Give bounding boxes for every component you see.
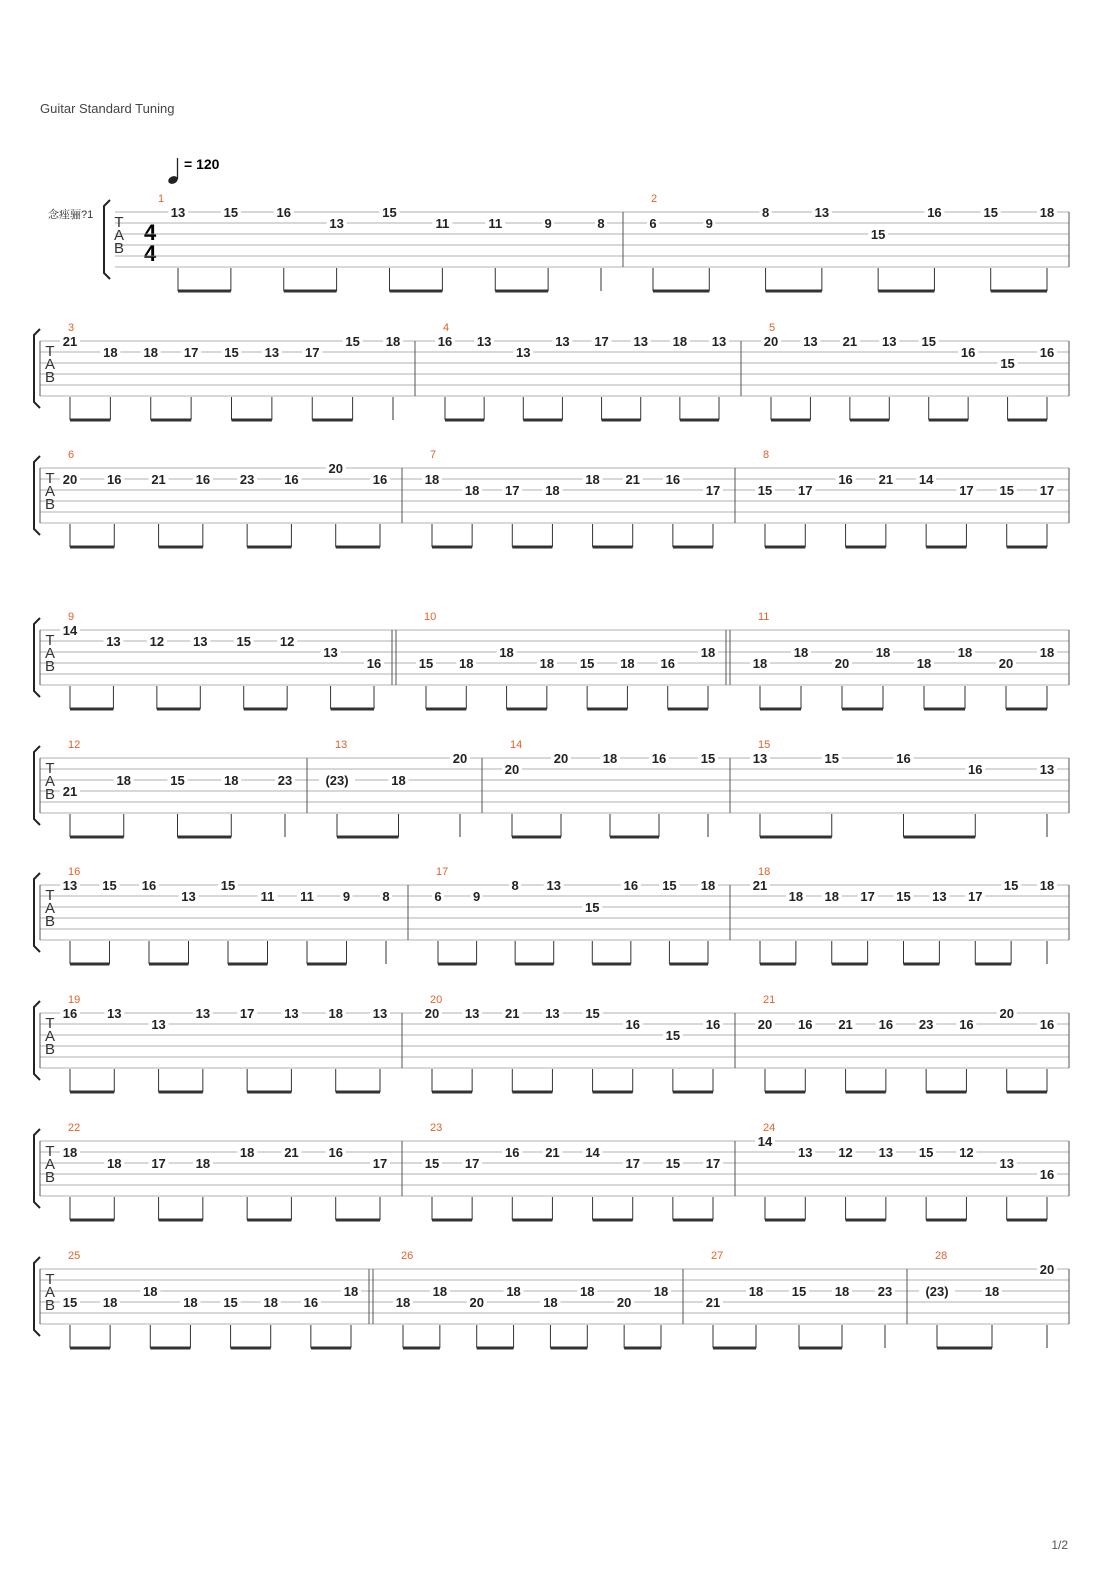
fret-number: 18 xyxy=(459,656,474,671)
tab-system xyxy=(34,1250,1069,1348)
tab-clef-letter: T xyxy=(45,760,55,777)
measure-number: 14 xyxy=(510,739,523,751)
measure-number: 15 xyxy=(758,739,771,751)
fret-number: 18 xyxy=(916,656,932,671)
fret-number: 18 xyxy=(793,645,809,660)
fret-number: 18 xyxy=(432,1284,448,1299)
measure-number: 26 xyxy=(401,1250,414,1262)
fret-number: 15 xyxy=(62,1295,78,1310)
measure-number: 28 xyxy=(935,1250,948,1262)
measure-number: 19 xyxy=(68,994,81,1006)
fret-number: 17 xyxy=(505,483,520,498)
time-sig-top: 4 xyxy=(144,220,157,245)
fret-number: 21 xyxy=(752,878,768,893)
fret-number: 13 xyxy=(372,1006,388,1021)
fret-number: 21 xyxy=(284,1145,299,1160)
time-signature xyxy=(144,220,157,266)
fret-number: 18 xyxy=(672,334,688,349)
fret-number: 13 xyxy=(151,1017,166,1032)
fret-number: 18 xyxy=(748,1284,764,1299)
fret-number: 6 xyxy=(649,216,657,231)
fret-number: 8 xyxy=(597,216,605,231)
fret-number: 16 xyxy=(195,472,211,487)
page-number: 1/2 xyxy=(1051,1538,1068,1552)
fret-number: 20 xyxy=(424,1006,440,1021)
fret-number: 20 xyxy=(616,1295,632,1310)
fret-number: 18 xyxy=(102,1295,118,1310)
tab-clef-letter: A xyxy=(44,1028,56,1045)
system-brace xyxy=(34,1001,40,1080)
fret-number: 18 xyxy=(143,1284,158,1299)
measure-number: 3 xyxy=(68,322,75,334)
fret-number: 15 xyxy=(382,205,397,220)
tab-clef-letter: T xyxy=(114,214,124,231)
measure-number: 18 xyxy=(758,866,771,878)
fret-number: 21 xyxy=(838,1017,853,1032)
fret-number: 21 xyxy=(878,472,894,487)
fret-number: 13 xyxy=(633,334,648,349)
fret-number: 17 xyxy=(1039,483,1055,498)
measure-number: 23 xyxy=(430,1122,443,1134)
tab-system xyxy=(104,193,1069,291)
fret-number: 23 xyxy=(918,1017,934,1032)
fret-number: 20 xyxy=(469,1295,484,1310)
measure-number: 27 xyxy=(711,1250,724,1262)
measure-number: 8 xyxy=(763,449,770,461)
fret-number: 11 xyxy=(300,889,314,904)
system-brace xyxy=(34,329,40,408)
tab-clef-letter: T xyxy=(45,470,55,487)
fret-number: 20 xyxy=(452,751,468,766)
fret-number: 16 xyxy=(625,1017,640,1032)
tab-clef-letter: B xyxy=(44,658,56,675)
tempo-value: = 120 xyxy=(184,156,220,172)
fret-number: 13 xyxy=(798,1145,813,1160)
fret-number: 16 xyxy=(372,472,388,487)
measure-number: 10 xyxy=(424,611,437,623)
fret-number: 18 xyxy=(620,656,635,671)
system-brace xyxy=(104,200,110,279)
fret-number: 13 xyxy=(62,878,78,893)
tab-clef-letter: B xyxy=(44,1169,56,1186)
fret-number: 13 xyxy=(752,751,768,766)
fret-number: 18 xyxy=(385,334,401,349)
fret-number: 16 xyxy=(1039,1167,1055,1182)
fret-number: 18 xyxy=(424,472,440,487)
fret-number: 17 xyxy=(860,889,875,904)
system-brace xyxy=(34,1257,40,1336)
fret-number: 15 xyxy=(236,634,251,649)
fret-number: 17 xyxy=(705,1156,721,1171)
tab-clef-letter: A xyxy=(44,1156,56,1173)
tab-clef-letter: T xyxy=(45,632,55,649)
fret-number: 8 xyxy=(382,889,390,904)
fret-number: 18 xyxy=(875,645,891,660)
fret-number: 13 xyxy=(711,334,727,349)
fret-number: 13 xyxy=(545,1006,560,1021)
tab-clef-letter: A xyxy=(44,645,56,662)
fret-number: 20 xyxy=(834,656,850,671)
fret-number: 12 xyxy=(838,1145,853,1160)
fret-number: 16 xyxy=(798,1017,813,1032)
measure-number: 13 xyxy=(335,739,348,751)
fret-number: 18 xyxy=(343,1284,359,1299)
fret-number: 15 xyxy=(579,656,595,671)
fret-number: 23 xyxy=(239,472,255,487)
measure-number: 16 xyxy=(68,866,81,878)
tab-clef-letter: T xyxy=(45,1271,55,1288)
fret-number: 9 xyxy=(342,889,351,904)
fret-number: 18 xyxy=(1039,205,1055,220)
fret-number: 15 xyxy=(665,1156,681,1171)
fret-number: 15 xyxy=(170,773,185,788)
tab-clef-letter: B xyxy=(113,240,125,257)
fret-number: 13 xyxy=(1039,762,1055,777)
measure-number: 17 xyxy=(436,866,449,878)
fret-number: 18 xyxy=(499,645,514,660)
fret-number: 13 xyxy=(323,645,338,660)
fret-number: 13 xyxy=(464,1006,480,1021)
tab-system xyxy=(34,322,1069,420)
fret-number: 13 xyxy=(170,205,186,220)
fret-number: 18 xyxy=(984,1284,1000,1299)
tab-system xyxy=(34,1122,1069,1220)
fret-number: 17 xyxy=(968,889,983,904)
fret-number: 15 xyxy=(791,1284,807,1299)
tab-clef-letter: A xyxy=(44,1284,56,1301)
tab-clef-letter: B xyxy=(44,1297,56,1314)
fret-number: 18 xyxy=(539,656,555,671)
fret-number: 18 xyxy=(752,656,768,671)
fret-number: (23) xyxy=(325,773,349,788)
fret-number: 15 xyxy=(102,878,117,893)
fret-number: 15 xyxy=(585,900,600,915)
fret-number: 17 xyxy=(594,334,609,349)
fret-number: 16 xyxy=(1039,1017,1055,1032)
tab-clef-letter: A xyxy=(44,900,56,917)
measure-number: 25 xyxy=(68,1250,81,1262)
fret-number: 8 xyxy=(761,205,770,220)
fret-number: 15 xyxy=(418,656,434,671)
fret-number: 15 xyxy=(1003,878,1019,893)
fret-number: 16 xyxy=(505,1145,520,1160)
tab-system xyxy=(34,866,1069,964)
fret-number: 15 xyxy=(585,1006,600,1021)
fret-number: 13 xyxy=(106,634,121,649)
fret-number: 12 xyxy=(149,634,165,649)
fret-number: 17 xyxy=(625,1156,640,1171)
fret-number: (23) xyxy=(925,1284,949,1299)
fret-number: 13 xyxy=(882,334,897,349)
fret-number: 17 xyxy=(239,1006,255,1021)
fret-number: 16 xyxy=(660,656,675,671)
fret-number: 15 xyxy=(424,1156,440,1171)
fret-number: 18 xyxy=(143,345,158,360)
fret-number: 16 xyxy=(896,751,911,766)
tab-clef-letter: B xyxy=(44,1041,56,1058)
fret-number: 18 xyxy=(263,1295,278,1310)
fret-number: 16 xyxy=(1039,345,1055,360)
fret-number: 15 xyxy=(870,227,886,242)
fret-number: 16 xyxy=(437,334,453,349)
fret-number: 18 xyxy=(700,878,716,893)
measure-number: 12 xyxy=(68,739,81,751)
system-brace xyxy=(34,456,40,535)
fret-number: 18 xyxy=(957,645,973,660)
fret-number: 17 xyxy=(151,1156,166,1171)
fret-number: 14 xyxy=(585,1145,600,1160)
measure-number: 2 xyxy=(651,193,658,205)
measure-number: 5 xyxy=(769,322,776,334)
fret-number: 18 xyxy=(543,1295,558,1310)
fret-number: 16 xyxy=(959,1017,974,1032)
fret-number: 20 xyxy=(504,762,520,777)
tab-system xyxy=(34,994,1069,1092)
fret-number: 15 xyxy=(824,751,839,766)
tab-clef-letter: T xyxy=(45,887,55,904)
fret-number: 16 xyxy=(328,1145,343,1160)
fret-number: 15 xyxy=(983,205,998,220)
fret-number: 20 xyxy=(553,751,569,766)
tab-clef-letter: T xyxy=(45,343,55,360)
fret-number: 16 xyxy=(838,472,853,487)
tab-clef-letter: B xyxy=(44,369,56,386)
fret-number: 18 xyxy=(391,773,406,788)
fret-number: 15 xyxy=(662,878,677,893)
fret-number: 18 xyxy=(1039,645,1055,660)
fret-number: 20 xyxy=(328,461,343,476)
fret-number: 13 xyxy=(195,1006,211,1021)
fret-number: 15 xyxy=(1000,356,1015,371)
tuning-label: Guitar Standard Tuning xyxy=(40,101,175,116)
fret-number: 18 xyxy=(395,1295,411,1310)
fret-number: 13 xyxy=(878,1145,894,1160)
fret-number: 6 xyxy=(434,889,442,904)
fret-number: 13 xyxy=(999,1156,1014,1171)
fret-number: 11 xyxy=(435,216,450,231)
fret-number: 15 xyxy=(223,205,239,220)
system-brace xyxy=(34,618,40,697)
fret-number: 18 xyxy=(580,1284,595,1299)
fret-number: 15 xyxy=(700,751,716,766)
fret-number: 21 xyxy=(62,784,78,799)
fret-number: 18 xyxy=(224,773,239,788)
fret-number: 13 xyxy=(555,334,570,349)
fret-number: 18 xyxy=(195,1156,211,1171)
fret-number: 18 xyxy=(116,773,131,788)
fret-number: 15 xyxy=(223,1295,238,1310)
fret-number: 20 xyxy=(757,1017,773,1032)
fret-number: 16 xyxy=(62,1006,78,1021)
fret-number: 17 xyxy=(305,345,320,360)
fret-number: 16 xyxy=(276,205,291,220)
fret-number: 13 xyxy=(546,878,561,893)
measure-number: 24 xyxy=(763,1122,776,1134)
tab-clef-letter: B xyxy=(44,913,56,930)
fret-number: 9 xyxy=(472,889,481,904)
fret-number: 18 xyxy=(1039,878,1055,893)
tab-system xyxy=(34,449,1069,547)
tab-clef-letter: A xyxy=(113,227,125,244)
tab-clef-letter: A xyxy=(44,483,56,500)
fret-number: 14 xyxy=(757,1134,773,1149)
fret-number: 18 xyxy=(183,1295,198,1310)
fret-number: 21 xyxy=(505,1006,520,1021)
fret-number: 18 xyxy=(824,889,839,904)
fret-number: 14 xyxy=(918,472,934,487)
fret-number: 21 xyxy=(842,334,858,349)
tab-clef-letter: B xyxy=(44,786,56,803)
fret-number: 18 xyxy=(602,751,618,766)
fret-number: 18 xyxy=(585,472,600,487)
fret-number: 15 xyxy=(665,1028,681,1043)
fret-number: 13 xyxy=(516,345,531,360)
fret-number: 18 xyxy=(107,1156,122,1171)
fret-number: 16 xyxy=(284,472,299,487)
fret-number: 20 xyxy=(62,472,78,487)
fret-number: 13 xyxy=(814,205,830,220)
fret-number: 13 xyxy=(932,889,947,904)
fret-number: 16 xyxy=(623,878,639,893)
measure-number: 21 xyxy=(763,994,776,1006)
fret-number: 9 xyxy=(544,216,552,231)
fret-number: 18 xyxy=(788,889,804,904)
fret-number: 12 xyxy=(959,1145,974,1160)
track-name: 念痤骊?1 xyxy=(48,209,94,221)
fret-number: 18 xyxy=(506,1284,521,1299)
tab-system xyxy=(34,739,1069,837)
fret-number: 14 xyxy=(62,623,78,638)
fret-number: 13 xyxy=(181,889,196,904)
fret-number: 13 xyxy=(329,216,344,231)
system-brace xyxy=(34,873,40,952)
fret-number: 18 xyxy=(103,345,118,360)
measure-number: 22 xyxy=(68,1122,81,1134)
fret-number: 17 xyxy=(959,483,974,498)
fret-number: 15 xyxy=(896,889,911,904)
fret-number: 13 xyxy=(803,334,818,349)
tab-clef-letter: A xyxy=(44,356,56,373)
fret-number: 17 xyxy=(798,483,813,498)
fret-number: 18 xyxy=(700,645,716,660)
fret-number: 16 xyxy=(878,1017,894,1032)
measure-number: 20 xyxy=(430,994,443,1006)
fret-number: 15 xyxy=(918,1145,934,1160)
tab-clef-letter: T xyxy=(45,1143,55,1160)
fret-number: 18 xyxy=(328,1006,343,1021)
fret-number: 18 xyxy=(62,1145,78,1160)
fret-number: 8 xyxy=(511,878,519,893)
system-brace xyxy=(34,746,40,825)
measure-number: 11 xyxy=(758,611,770,623)
fret-number: 17 xyxy=(705,483,721,498)
fret-number: 21 xyxy=(151,472,166,487)
fret-number: 15 xyxy=(220,878,236,893)
systems-layer xyxy=(34,193,1069,1348)
system-brace xyxy=(34,1129,40,1208)
fret-number: 21 xyxy=(62,334,78,349)
fret-number: 21 xyxy=(705,1295,721,1310)
fret-number: 18 xyxy=(239,1145,255,1160)
fret-number: 16 xyxy=(927,205,942,220)
fret-number: 18 xyxy=(464,483,480,498)
fret-number: 9 xyxy=(705,216,713,231)
fret-number: 17 xyxy=(464,1156,480,1171)
fret-number: 11 xyxy=(488,216,503,231)
fret-number: 13 xyxy=(476,334,492,349)
fret-number: 16 xyxy=(303,1295,319,1310)
fret-number: 20 xyxy=(998,656,1014,671)
fret-number: 16 xyxy=(665,472,681,487)
fret-number: 11 xyxy=(260,889,275,904)
fret-number: 16 xyxy=(968,762,983,777)
fret-number: 15 xyxy=(345,334,360,349)
tab-system xyxy=(34,611,1069,709)
fret-number: 15 xyxy=(921,334,936,349)
fret-number: 23 xyxy=(277,773,293,788)
measure-number: 7 xyxy=(430,449,437,461)
fret-number: 13 xyxy=(264,345,280,360)
fret-number: 13 xyxy=(107,1006,122,1021)
fret-number: 15 xyxy=(999,483,1014,498)
fret-number: 21 xyxy=(545,1145,560,1160)
tempo-marking xyxy=(167,156,220,185)
fret-number: 18 xyxy=(834,1284,850,1299)
measure-number: 6 xyxy=(68,449,75,461)
measure-number: 1 xyxy=(158,193,165,205)
fret-number: 13 xyxy=(193,634,208,649)
tab-clef-letter: A xyxy=(44,773,56,790)
fret-number: 16 xyxy=(705,1017,721,1032)
fret-number: 16 xyxy=(651,751,667,766)
fret-number: 18 xyxy=(653,1284,669,1299)
fret-number: 21 xyxy=(625,472,640,487)
measure-number: 9 xyxy=(68,611,75,623)
time-sig-bottom: 4 xyxy=(144,241,157,266)
fret-number: 23 xyxy=(877,1284,893,1299)
tab-clef-letter: B xyxy=(44,496,56,513)
fret-number: 20 xyxy=(999,1006,1014,1021)
fret-number: 20 xyxy=(763,334,779,349)
fret-number: 20 xyxy=(1039,1262,1055,1277)
measure-number: 4 xyxy=(443,322,450,334)
fret-number: 16 xyxy=(960,345,976,360)
fret-number: 16 xyxy=(141,878,157,893)
fret-number: 13 xyxy=(284,1006,299,1021)
fret-number: 16 xyxy=(366,656,382,671)
fret-number: 15 xyxy=(224,345,239,360)
fret-number: 18 xyxy=(545,483,560,498)
fret-number: 17 xyxy=(372,1156,388,1171)
tab-clef-letter: T xyxy=(45,1015,55,1032)
fret-number: 17 xyxy=(183,345,199,360)
fret-number: 15 xyxy=(757,483,773,498)
fret-number: 16 xyxy=(107,472,122,487)
fret-number: 12 xyxy=(279,634,295,649)
